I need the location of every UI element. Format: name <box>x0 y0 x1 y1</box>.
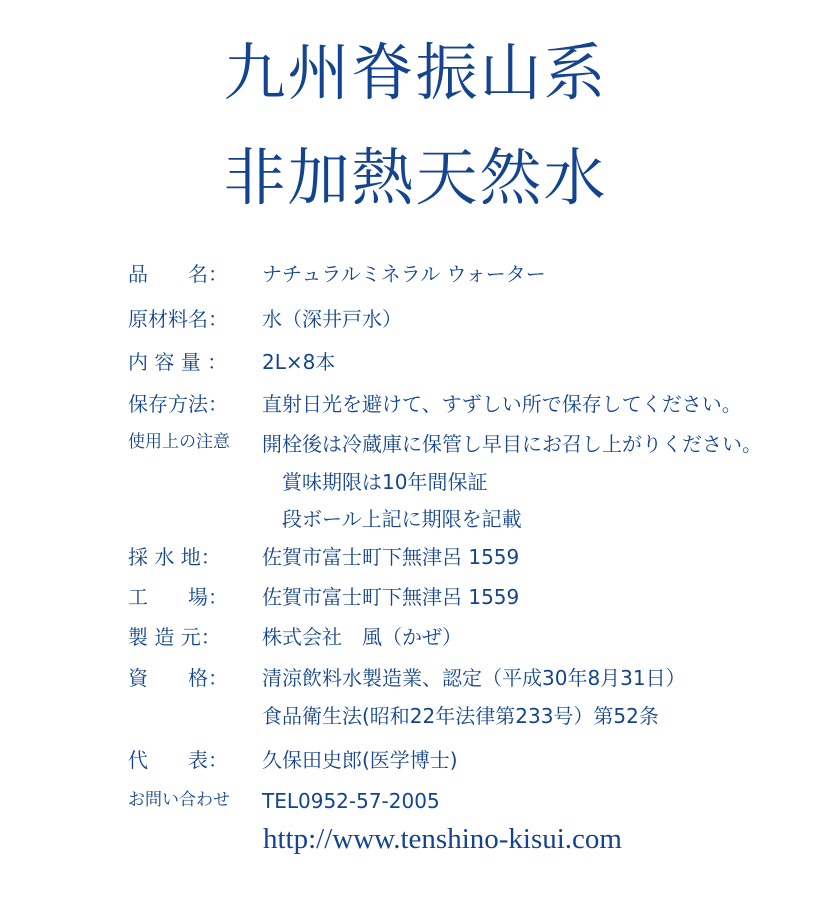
value-factory: 佐賀市富士町下無津呂 1559 <box>262 585 520 609</box>
value-storage: 直射日光を避けて、すずしい所で保存してください。 <box>262 392 742 416</box>
value-product-name: ナチュラルミネラル ウォーター <box>262 262 546 286</box>
website-url[interactable]: http://www.tenshino-kisui.com <box>263 823 622 855</box>
value-volume: 2L×8本 <box>262 350 336 374</box>
label-maker: 製 造 元： <box>128 625 221 649</box>
label-caution: 使用上の注意 <box>128 432 230 452</box>
label-factory: 工 場： <box>128 585 228 609</box>
title-line-1: 九州脊振山系 <box>223 36 608 109</box>
value-ingredients: 水（深井戸水） <box>262 307 402 331</box>
value-license-line-2: 食品衛生法(昭和22年法律第233号）第52条 <box>262 704 659 728</box>
value-caution: 開栓後は冷蔵庫に保管し早目にお召し上がりください。 <box>262 432 762 456</box>
value-source: 佐賀市富士町下無津呂 1559 <box>262 545 520 569</box>
label-representative: 代 表： <box>128 748 228 772</box>
value-representative: 久保田史郎(医学博士) <box>262 748 458 772</box>
label-volume: 内 容 量 ： <box>128 350 228 374</box>
value-caution-line-2: 賞味期限は10年間保証 <box>282 470 488 494</box>
label-storage: 保存方法： <box>128 392 228 416</box>
label-product-name: 品 名： <box>128 262 228 286</box>
title-line-2: 非加熱天然水 <box>223 141 608 214</box>
value-phone: TEL0952-57-2005 <box>262 789 440 813</box>
label-license: 資 格： <box>128 666 228 690</box>
label-contact: お問い合わせ <box>128 790 230 810</box>
value-maker: 株式会社 風（かぜ） <box>262 625 462 649</box>
value-caution-line-3: 段ボール上記に期限を記載 <box>282 507 522 531</box>
label-source: 採 水 地： <box>128 545 221 569</box>
value-license: 清涼飲料水製造業、認定（平成30年8月31日） <box>262 666 686 690</box>
label-ingredients: 原材料名： <box>128 307 228 331</box>
